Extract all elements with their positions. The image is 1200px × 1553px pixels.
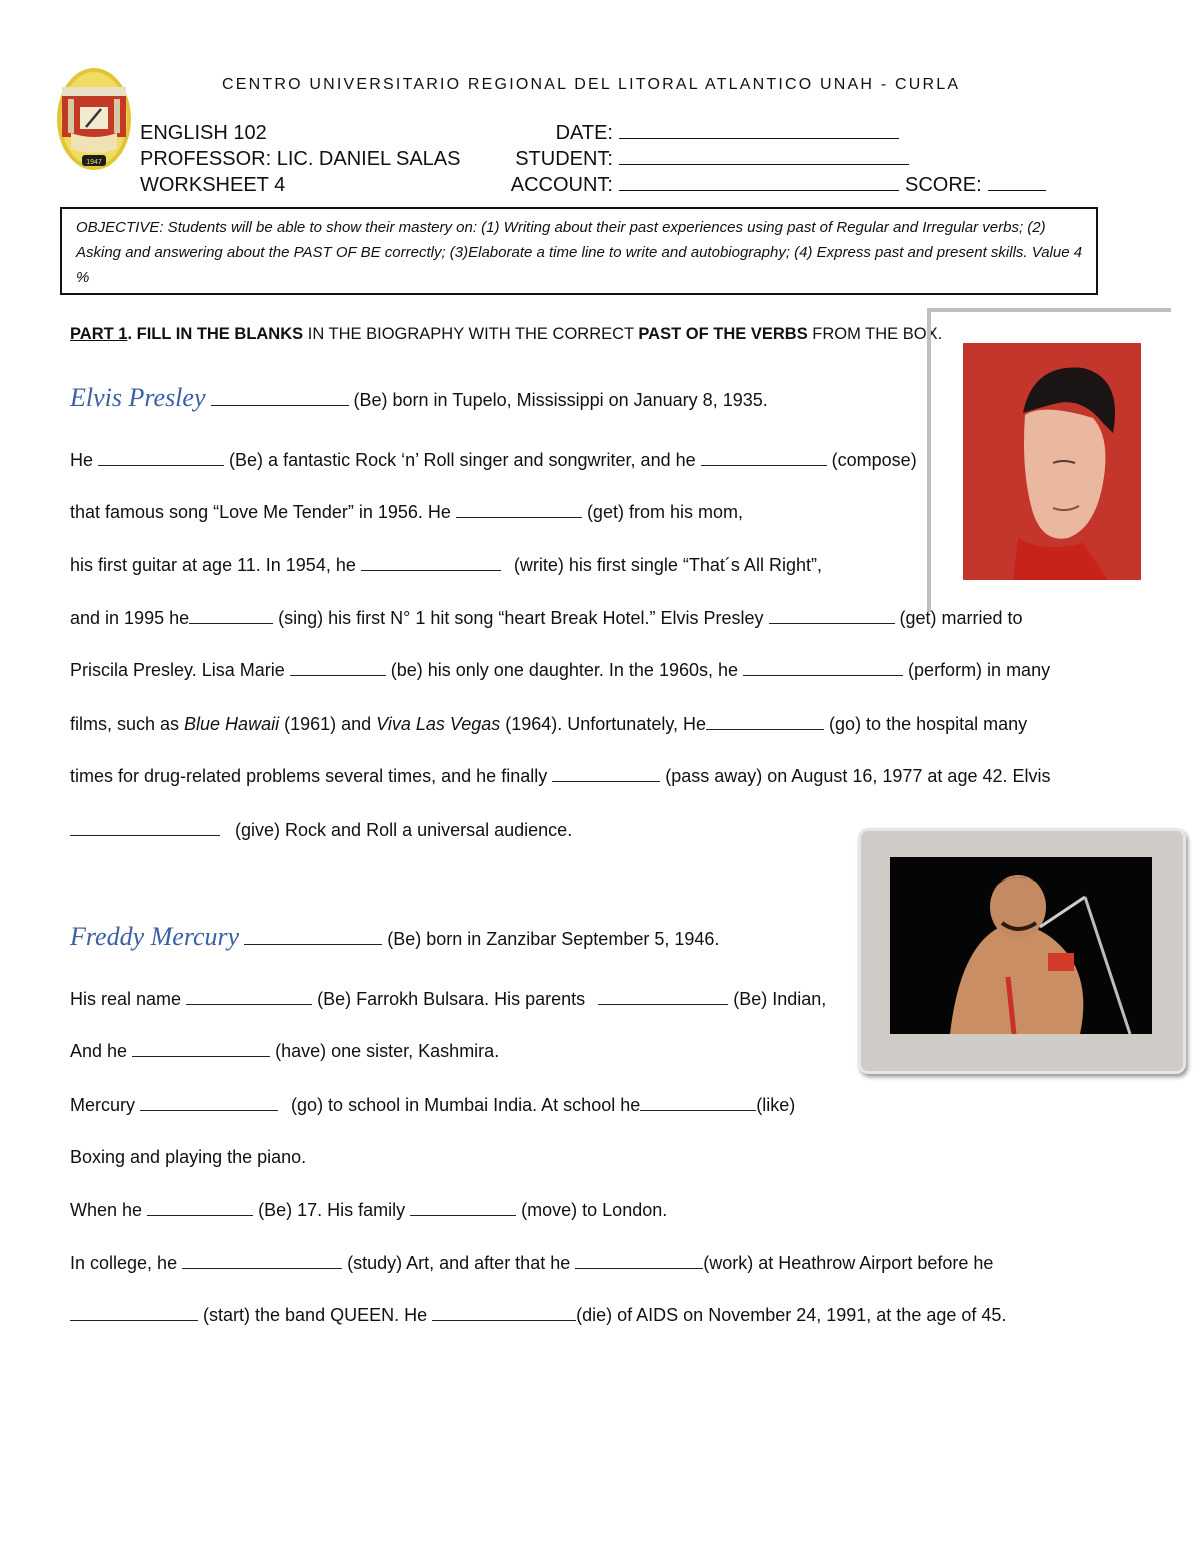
text: (Be) 17. His family	[258, 1200, 406, 1220]
text: (like)	[756, 1095, 796, 1115]
text: (move) to London.	[521, 1200, 668, 1220]
text: films, such as	[70, 714, 185, 734]
text: Boxing and playing the piano.	[70, 1147, 307, 1167]
svg-text:1947: 1947	[86, 159, 102, 166]
student-fields	[508, 120, 1046, 198]
blank[interactable]	[211, 389, 349, 406]
elvis-line-3	[70, 500, 743, 524]
elvis-line-2	[70, 448, 917, 472]
blank[interactable]	[456, 501, 582, 518]
elvis-line-8	[70, 764, 1051, 788]
part1-end: FROM THE BOX.	[807, 325, 943, 343]
text: times for drug-related problems several times, and he finally	[70, 766, 548, 786]
text: (go) to the hospital many	[829, 714, 1028, 734]
part1-middle: IN THE BIOGRAPHY WITH THE CORRECT	[303, 325, 639, 343]
text: (Be) born in Zanzibar September 5, 1946.	[387, 929, 720, 949]
text: his first guitar at age 11. In 1954, he	[70, 555, 356, 575]
text: that famous song “Love Me Tender” in 1956. He	[70, 502, 451, 522]
elvis-title: Elvis Presley	[70, 383, 206, 412]
text: (Be) Indian,	[733, 989, 827, 1009]
blank[interactable]	[186, 988, 312, 1005]
text: Priscila Presley. Lisa Marie	[70, 660, 285, 680]
date-label: DATE:	[555, 122, 613, 144]
text: (1964). Unfortunately, He	[500, 714, 707, 734]
text: (die) of AIDS on November 24, 1991, at the age of 45.	[576, 1305, 1007, 1325]
score-label: SCORE:	[905, 174, 982, 196]
text: (1961) and	[279, 714, 377, 734]
blank[interactable]	[701, 449, 827, 466]
blank[interactable]	[640, 1094, 756, 1111]
blank[interactable]	[132, 1040, 270, 1057]
blank[interactable]	[598, 988, 728, 1005]
part1-instructions	[70, 325, 942, 344]
freddy-photo	[890, 857, 1152, 1034]
student-label: STUDENT:	[515, 148, 613, 170]
elvis-photo	[963, 343, 1141, 580]
blank[interactable]	[361, 554, 501, 571]
account-row	[508, 172, 1046, 198]
freddy-line-2	[70, 987, 826, 1011]
elvis-line-5	[70, 606, 1023, 630]
worksheet-number: WORKSHEET 4	[140, 174, 286, 196]
blank[interactable]	[706, 713, 824, 730]
blank[interactable]	[769, 607, 895, 624]
text: (go) to school in Mumbai India. At school he	[291, 1095, 641, 1115]
text: (get) from his mom,	[586, 502, 743, 522]
elvis-line-1	[70, 383, 768, 412]
movie-title: Viva Las Vegas	[376, 714, 501, 734]
text: and in 1995 he	[70, 608, 190, 628]
objective-box: OBJECTIVE: Students will be able to show their mastery on: (1) Writing about their past experiences using past of Regular and Irregular verbs; (2) Asking and answering about the PAST OF BE correctly; (3)Elaborate a time line to write and autobiography; (4) Express past and present skills. Value 4 %	[60, 207, 1098, 295]
freddy-line-8	[70, 1303, 1006, 1327]
text: (give) Rock and Roll a universal audience.	[235, 820, 573, 840]
student-field[interactable]	[619, 146, 909, 165]
text: When he	[70, 1200, 143, 1220]
account-field[interactable]	[619, 172, 899, 191]
text: And he	[70, 1041, 128, 1061]
text: (Be) Farrokh Bulsara. His parents	[317, 989, 586, 1009]
freddy-line-4	[70, 1093, 795, 1117]
account-label: ACCOUNT:	[510, 174, 613, 196]
text: (start) the band QUEEN. He	[203, 1305, 428, 1325]
score-field[interactable]	[988, 172, 1046, 191]
blank[interactable]	[140, 1094, 278, 1111]
university-seal-logo	[56, 67, 132, 171]
freddy-line-5	[70, 1145, 306, 1169]
blank[interactable]	[189, 607, 273, 624]
institution-name: CENTRO UNIVERSITARIO REGIONAL DEL LITORAL ATLANTICO UNAH - CURLA	[222, 76, 961, 93]
freddy-line-6	[70, 1198, 667, 1222]
elvis-line-9	[70, 818, 572, 842]
student-row	[508, 146, 1046, 172]
text: (Be) a fantastic Rock ‘n’ Roll singer and songwriter, and he	[229, 450, 696, 470]
text: In college, he	[70, 1253, 178, 1273]
course-name: ENGLISH 102	[140, 122, 267, 144]
text: (sing) his first N° 1 hit song “heart Break Hotel.” Elvis Presley	[278, 608, 764, 628]
professor-name: PROFESSOR: LIC. DANIEL SALAS	[140, 148, 461, 170]
text: (perform) in many	[908, 660, 1051, 680]
text: He	[70, 450, 94, 470]
date-row	[508, 120, 1046, 146]
text: (pass away) on August 16, 1977 at age 42. Elvis	[665, 766, 1051, 786]
text: Mercury	[70, 1095, 136, 1115]
text: (be) his only one daughter. In the 1960s, he	[390, 660, 739, 680]
freddy-line-3	[70, 1039, 499, 1063]
freddy-title: Freddy Mercury	[70, 922, 240, 951]
blank[interactable]	[575, 1252, 703, 1269]
blank[interactable]	[410, 1199, 516, 1216]
blank[interactable]	[432, 1304, 576, 1321]
text: (write) his first single “That´s All Right”,	[513, 555, 822, 575]
text: (Be) born in Tupelo, Mississippi on January 8, 1935.	[353, 390, 768, 410]
freddy-line-1	[70, 922, 720, 951]
part1-fill-label: FILL IN THE BLANKS	[136, 325, 304, 343]
freddy-line-7	[70, 1251, 993, 1275]
text: (compose)	[831, 450, 917, 470]
text: (work) at Heathrow Airport before he	[703, 1253, 994, 1273]
part1-verbs: PAST OF THE VERBS	[638, 325, 808, 343]
date-field[interactable]	[619, 120, 899, 139]
text: His real name	[70, 989, 182, 1009]
blank[interactable]	[70, 1304, 198, 1321]
text: (have) one sister, Kashmira.	[275, 1041, 500, 1061]
blank[interactable]	[290, 659, 386, 676]
blank[interactable]	[147, 1199, 253, 1216]
course-info	[140, 120, 460, 198]
elvis-line-4	[70, 553, 822, 577]
blank[interactable]	[743, 659, 903, 676]
elvis-line-6	[70, 658, 1050, 682]
blank[interactable]	[182, 1252, 342, 1269]
blank[interactable]	[98, 449, 224, 466]
blank[interactable]	[70, 819, 220, 836]
blank[interactable]	[244, 928, 382, 945]
blank[interactable]	[552, 765, 660, 782]
part1-dot: .	[127, 325, 137, 343]
text: (study) Art, and after that he	[347, 1253, 571, 1273]
movie-title: Blue Hawaii	[184, 714, 280, 734]
text: (get) married to	[899, 608, 1023, 628]
elvis-line-7	[70, 712, 1027, 736]
part1-label: PART 1	[70, 325, 128, 343]
